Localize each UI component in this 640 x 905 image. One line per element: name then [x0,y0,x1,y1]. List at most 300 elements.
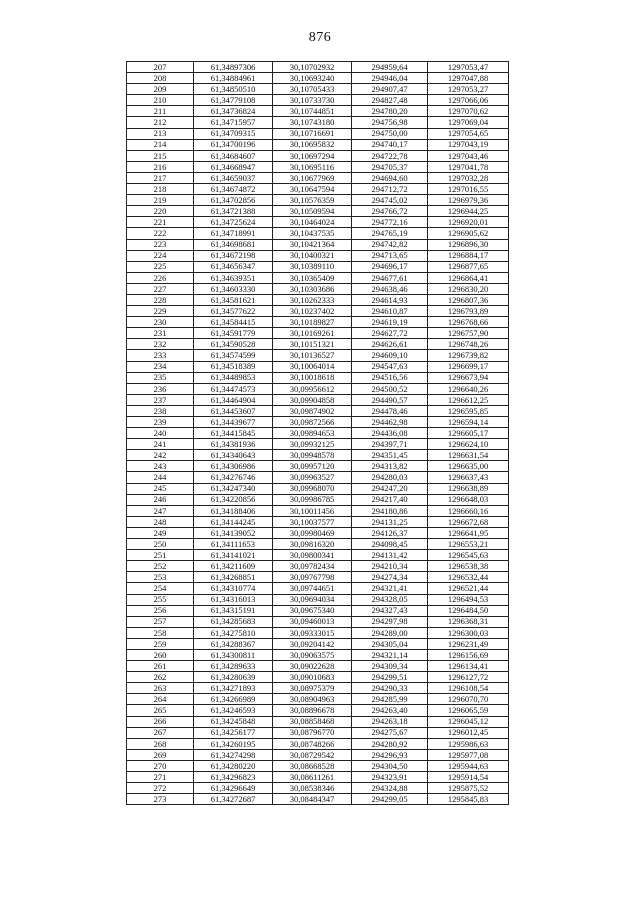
latitude-cell: 61,34306986 [194,461,273,472]
longitude-cell: 30,09948578 [273,450,352,461]
point-number-cell: 256 [127,605,194,616]
point-number-cell: 266 [127,716,194,727]
x-coordinate-cell: 294627,72 [352,328,428,339]
x-coordinate-cell: 294713,65 [352,250,428,261]
latitude-cell: 61,34591779 [194,328,273,339]
latitude-cell: 61,34280639 [194,672,273,683]
point-number-cell: 250 [127,539,194,550]
y-coordinate-cell: 1297032,28 [428,172,509,183]
x-coordinate-cell: 294324,88 [352,783,428,794]
longitude-cell: 30,09986785 [273,494,352,505]
longitude-cell: 30,10743180 [273,117,352,128]
table-row [127,405,509,416]
y-coordinate-cell: 1296641,95 [428,527,509,538]
y-coordinate-cell: 1296553,21 [428,539,509,550]
y-coordinate-cell: 1296920,01 [428,217,509,228]
latitude-cell: 61,34709315 [194,128,273,139]
table-row [127,294,509,305]
latitude-cell: 61,34684607 [194,150,273,161]
table-row [127,217,509,228]
y-coordinate-cell: 1296545,63 [428,550,509,561]
longitude-cell: 30,09816320 [273,539,352,550]
point-number-cell: 242 [127,450,194,461]
table-row [127,661,509,672]
x-coordinate-cell: 294478,46 [352,405,428,416]
point-number-cell: 218 [127,184,194,195]
y-coordinate-cell: 1296484,50 [428,605,509,616]
x-coordinate-cell: 294131,25 [352,516,428,527]
point-number-cell: 267 [127,727,194,738]
latitude-cell: 61,34884961 [194,73,273,84]
y-coordinate-cell: 1296624,10 [428,439,509,450]
coordinates-table-body [127,62,509,805]
y-coordinate-cell: 1296156,69 [428,649,509,660]
table-row [127,161,509,172]
latitude-cell: 61,34141021 [194,550,273,561]
latitude-cell: 61,34271893 [194,683,273,694]
latitude-cell: 61,34603330 [194,283,273,294]
y-coordinate-cell: 1296640,26 [428,383,509,394]
x-coordinate-cell: 294299,05 [352,794,428,805]
point-number-cell: 259 [127,638,194,649]
y-coordinate-cell: 1296884,17 [428,250,509,261]
y-coordinate-cell: 1296532,44 [428,572,509,583]
latitude-cell: 61,34779108 [194,95,273,106]
table-row [127,350,509,361]
latitude-cell: 61,34245848 [194,716,273,727]
latitude-cell: 61,34300811 [194,649,273,660]
table-row [127,472,509,483]
table-row [127,128,509,139]
table-row [127,594,509,605]
table-row [127,483,509,494]
table-row [127,306,509,317]
table-row [127,328,509,339]
table-row [127,461,509,472]
table-row [127,272,509,283]
latitude-cell: 61,34725624 [194,217,273,228]
point-number-cell: 210 [127,95,194,106]
point-number-cell: 219 [127,195,194,206]
point-number-cell: 231 [127,328,194,339]
latitude-cell: 61,34280220 [194,760,273,771]
y-coordinate-cell: 1296793,89 [428,306,509,317]
longitude-cell: 30,10744851 [273,106,352,117]
longitude-cell: 30,10576359 [273,195,352,206]
x-coordinate-cell: 294296,93 [352,749,428,760]
x-coordinate-cell: 294313,82 [352,461,428,472]
longitude-cell: 30,10697294 [273,150,352,161]
longitude-cell: 30,09956612 [273,383,352,394]
longitude-cell: 30,10151321 [273,339,352,350]
y-coordinate-cell: 1296699,17 [428,361,509,372]
latitude-cell: 61,34489853 [194,372,273,383]
table-row [127,361,509,372]
latitude-cell: 61,34721388 [194,206,273,217]
x-coordinate-cell: 294638,46 [352,283,428,294]
longitude-cell: 30,09675340 [273,605,352,616]
latitude-cell: 61,34111653 [194,539,273,550]
longitude-cell: 30,09894653 [273,428,352,439]
x-coordinate-cell: 294210,34 [352,561,428,572]
longitude-cell: 30,08904963 [273,694,352,705]
table-row [127,705,509,716]
latitude-cell: 61,34144245 [194,516,273,527]
latitude-cell: 61,34577622 [194,306,273,317]
x-coordinate-cell: 294263,40 [352,705,428,716]
longitude-cell: 30,08748266 [273,738,352,749]
table-row [127,749,509,760]
table-row [127,672,509,683]
y-coordinate-cell: 1296830,20 [428,283,509,294]
latitude-cell: 61,34188406 [194,505,273,516]
table-row [127,760,509,771]
latitude-cell: 61,34288367 [194,638,273,649]
x-coordinate-cell: 294285,99 [352,694,428,705]
latitude-cell: 61,34659037 [194,172,273,183]
table-row [127,505,509,516]
longitude-cell: 30,09782434 [273,561,352,572]
x-coordinate-cell: 294436,08 [352,428,428,439]
longitude-cell: 30,10509594 [273,206,352,217]
longitude-cell: 30,10693240 [273,73,352,84]
longitude-cell: 30,10705433 [273,84,352,95]
latitude-cell: 61,34296823 [194,772,273,783]
table-row [127,450,509,461]
x-coordinate-cell: 294217,40 [352,494,428,505]
table-row [127,738,509,749]
point-number-cell: 228 [127,294,194,305]
point-number-cell: 232 [127,339,194,350]
x-coordinate-cell: 294946,04 [352,73,428,84]
longitude-cell: 30,09980469 [273,527,352,538]
x-coordinate-cell: 294462,98 [352,417,428,428]
point-number-cell: 229 [127,306,194,317]
latitude-cell: 61,34736824 [194,106,273,117]
longitude-cell: 30,09010683 [273,672,352,683]
longitude-cell: 30,09968070 [273,483,352,494]
x-coordinate-cell: 294610,87 [352,306,428,317]
table-row [127,794,509,805]
longitude-cell: 30,08484347 [273,794,352,805]
longitude-cell: 30,08975379 [273,683,352,694]
point-number-cell: 212 [127,117,194,128]
longitude-cell: 30,10702932 [273,62,352,73]
latitude-cell: 61,34275810 [194,627,273,638]
longitude-cell: 30,10677969 [273,172,352,183]
latitude-cell: 61,34672198 [194,250,273,261]
latitude-cell: 61,34246593 [194,705,273,716]
latitude-cell: 61,34220856 [194,494,273,505]
table-row [127,539,509,550]
y-coordinate-cell: 1296896,30 [428,239,509,250]
point-number-cell: 245 [127,483,194,494]
x-coordinate-cell: 294274,34 [352,572,428,583]
point-number-cell: 251 [127,550,194,561]
longitude-cell: 30,09963527 [273,472,352,483]
table-row [127,261,509,272]
x-coordinate-cell: 294397,71 [352,439,428,450]
longitude-cell: 30,10421364 [273,239,352,250]
x-coordinate-cell: 294614,93 [352,294,428,305]
y-coordinate-cell: 1297070,62 [428,106,509,117]
x-coordinate-cell: 294547,63 [352,361,428,372]
latitude-cell: 61,34715957 [194,117,273,128]
x-coordinate-cell: 294131,42 [352,550,428,561]
table-row [127,561,509,572]
longitude-cell: 30,09204142 [273,638,352,649]
latitude-cell: 61,34453607 [194,405,273,416]
x-coordinate-cell: 294305,04 [352,638,428,649]
table-row [127,339,509,350]
x-coordinate-cell: 294619,19 [352,317,428,328]
y-coordinate-cell: 1296631,54 [428,450,509,461]
table-row [127,417,509,428]
x-coordinate-cell: 294304,50 [352,760,428,771]
point-number-cell: 241 [127,439,194,450]
point-number-cell: 264 [127,694,194,705]
x-coordinate-cell: 294180,86 [352,505,428,516]
table-row [127,516,509,527]
latitude-cell: 61,34897306 [194,62,273,73]
table-row [127,394,509,405]
point-number-cell: 230 [127,317,194,328]
point-number-cell: 208 [127,73,194,84]
longitude-cell: 30,10437535 [273,228,352,239]
x-coordinate-cell: 294780,20 [352,106,428,117]
y-coordinate-cell: 1296672,68 [428,516,509,527]
y-coordinate-cell: 1297041,78 [428,161,509,172]
point-number-cell: 255 [127,594,194,605]
x-coordinate-cell: 294490,57 [352,394,428,405]
x-coordinate-cell: 294280,92 [352,738,428,749]
x-coordinate-cell: 294740,17 [352,139,428,150]
longitude-cell: 30,08611261 [273,772,352,783]
y-coordinate-cell: 1297069,04 [428,117,509,128]
x-coordinate-cell: 294297,98 [352,616,428,627]
table-row [127,317,509,328]
table-row [127,572,509,583]
x-coordinate-cell: 294756,98 [352,117,428,128]
x-coordinate-cell: 294327,43 [352,605,428,616]
y-coordinate-cell: 1296070,70 [428,694,509,705]
y-coordinate-cell: 1296127,72 [428,672,509,683]
latitude-cell: 61,34268851 [194,572,273,583]
latitude-cell: 61,34698681 [194,239,273,250]
y-coordinate-cell: 1297047,88 [428,73,509,84]
x-coordinate-cell: 294694,60 [352,172,428,183]
point-number-cell: 215 [127,150,194,161]
longitude-cell: 30,10169261 [273,328,352,339]
y-coordinate-cell: 1296768,66 [428,317,509,328]
y-coordinate-cell: 1296594,14 [428,417,509,428]
point-number-cell: 211 [127,106,194,117]
table-row [127,783,509,794]
x-coordinate-cell: 294742,82 [352,239,428,250]
y-coordinate-cell: 1295875,52 [428,783,509,794]
y-coordinate-cell: 1296300,03 [428,627,509,638]
y-coordinate-cell: 1296612,25 [428,394,509,405]
point-number-cell: 233 [127,350,194,361]
latitude-cell: 61,34464904 [194,394,273,405]
x-coordinate-cell: 294289,00 [352,627,428,638]
latitude-cell: 61,34581621 [194,294,273,305]
latitude-cell: 61,34211609 [194,561,273,572]
y-coordinate-cell: 1296739,82 [428,350,509,361]
table-row [127,638,509,649]
y-coordinate-cell: 1295944,63 [428,760,509,771]
y-coordinate-cell: 1297054,65 [428,128,509,139]
point-number-cell: 269 [127,749,194,760]
point-number-cell: 263 [127,683,194,694]
latitude-cell: 61,34850510 [194,84,273,95]
x-coordinate-cell: 294827,48 [352,95,428,106]
table-row [127,550,509,561]
point-number-cell: 234 [127,361,194,372]
y-coordinate-cell: 1296538,38 [428,561,509,572]
latitude-cell: 61,34518389 [194,361,273,372]
page-number: 876 [308,30,332,45]
x-coordinate-cell: 294677,61 [352,272,428,283]
table-row [127,139,509,150]
x-coordinate-cell: 294263,18 [352,716,428,727]
longitude-cell: 30,10695832 [273,139,352,150]
longitude-cell: 30,10136527 [273,350,352,361]
table-row [127,683,509,694]
point-number-cell: 260 [127,649,194,660]
point-number-cell: 237 [127,394,194,405]
point-number-cell: 246 [127,494,194,505]
latitude-cell: 61,34272687 [194,794,273,805]
table-row [127,605,509,616]
latitude-cell: 61,34340643 [194,450,273,461]
point-number-cell: 252 [127,561,194,572]
coordinates-table [126,61,509,805]
table-row [127,250,509,261]
y-coordinate-cell: 1296494,53 [428,594,509,605]
latitude-cell: 61,34260195 [194,738,273,749]
table-row [127,228,509,239]
x-coordinate-cell: 294126,37 [352,527,428,538]
table-row [127,428,509,439]
longitude-cell: 30,09872566 [273,417,352,428]
x-coordinate-cell: 294626,61 [352,339,428,350]
table-row [127,772,509,783]
table-row [127,95,509,106]
point-number-cell: 217 [127,172,194,183]
x-coordinate-cell: 294280,03 [352,472,428,483]
latitude-cell: 61,34439677 [194,417,273,428]
x-coordinate-cell: 294745,02 [352,195,428,206]
y-coordinate-cell: 1296595,85 [428,405,509,416]
x-coordinate-cell: 294516,56 [352,372,428,383]
latitude-cell: 61,34702856 [194,195,273,206]
longitude-cell: 30,10365409 [273,272,352,283]
x-coordinate-cell: 294772,16 [352,217,428,228]
table-row [127,62,509,73]
point-number-cell: 225 [127,261,194,272]
point-number-cell: 207 [127,62,194,73]
longitude-cell: 30,09800341 [273,550,352,561]
x-coordinate-cell: 294247,20 [352,483,428,494]
longitude-cell: 30,10733730 [273,95,352,106]
longitude-cell: 30,10011456 [273,505,352,516]
x-coordinate-cell: 294275,67 [352,727,428,738]
y-coordinate-cell: 1296108,54 [428,683,509,694]
y-coordinate-cell: 1295977,08 [428,749,509,760]
longitude-cell: 30,08858468 [273,716,352,727]
x-coordinate-cell: 294500,52 [352,383,428,394]
x-coordinate-cell: 294959,64 [352,62,428,73]
longitude-cell: 30,10464024 [273,217,352,228]
x-coordinate-cell: 294309,34 [352,661,428,672]
table-row [127,694,509,705]
table-row [127,117,509,128]
latitude-cell: 61,34266989 [194,694,273,705]
latitude-cell: 61,34668947 [194,161,273,172]
point-number-cell: 271 [127,772,194,783]
latitude-cell: 61,34285683 [194,616,273,627]
longitude-cell: 30,10189827 [273,317,352,328]
y-coordinate-cell: 1297066,06 [428,95,509,106]
table-row [127,172,509,183]
latitude-cell: 61,34139052 [194,527,273,538]
x-coordinate-cell: 294765,19 [352,228,428,239]
table-row [127,616,509,627]
table-row [127,283,509,294]
longitude-cell: 30,08796770 [273,727,352,738]
longitude-cell: 30,10716691 [273,128,352,139]
point-number-cell: 268 [127,738,194,749]
point-number-cell: 236 [127,383,194,394]
point-number-cell: 214 [127,139,194,150]
point-number-cell: 244 [127,472,194,483]
table-row [127,372,509,383]
longitude-cell: 30,09932125 [273,439,352,450]
y-coordinate-cell: 1297043,46 [428,150,509,161]
y-coordinate-cell: 1296065,59 [428,705,509,716]
table-row [127,727,509,738]
latitude-cell: 61,34289633 [194,661,273,672]
point-number-cell: 257 [127,616,194,627]
point-number-cell: 238 [127,405,194,416]
point-number-cell: 227 [127,283,194,294]
x-coordinate-cell: 294321,41 [352,583,428,594]
y-coordinate-cell: 1297053,47 [428,62,509,73]
y-coordinate-cell: 1296979,36 [428,195,509,206]
longitude-cell: 30,10237402 [273,306,352,317]
y-coordinate-cell: 1296045,12 [428,716,509,727]
y-coordinate-cell: 1296905,62 [428,228,509,239]
longitude-cell: 30,10037577 [273,516,352,527]
point-number-cell: 253 [127,572,194,583]
y-coordinate-cell: 1296757,90 [428,328,509,339]
latitude-cell: 61,34296649 [194,783,273,794]
table-row [127,239,509,250]
latitude-cell: 61,34590528 [194,339,273,350]
latitude-cell: 61,34656347 [194,261,273,272]
point-number-cell: 248 [127,516,194,527]
longitude-cell: 30,09904858 [273,394,352,405]
y-coordinate-cell: 1297043,19 [428,139,509,150]
point-number-cell: 265 [127,705,194,716]
latitude-cell: 61,34274298 [194,749,273,760]
point-number-cell: 239 [127,417,194,428]
x-coordinate-cell: 294766,72 [352,206,428,217]
y-coordinate-cell: 1296807,36 [428,294,509,305]
table-row [127,150,509,161]
point-number-cell: 213 [127,128,194,139]
